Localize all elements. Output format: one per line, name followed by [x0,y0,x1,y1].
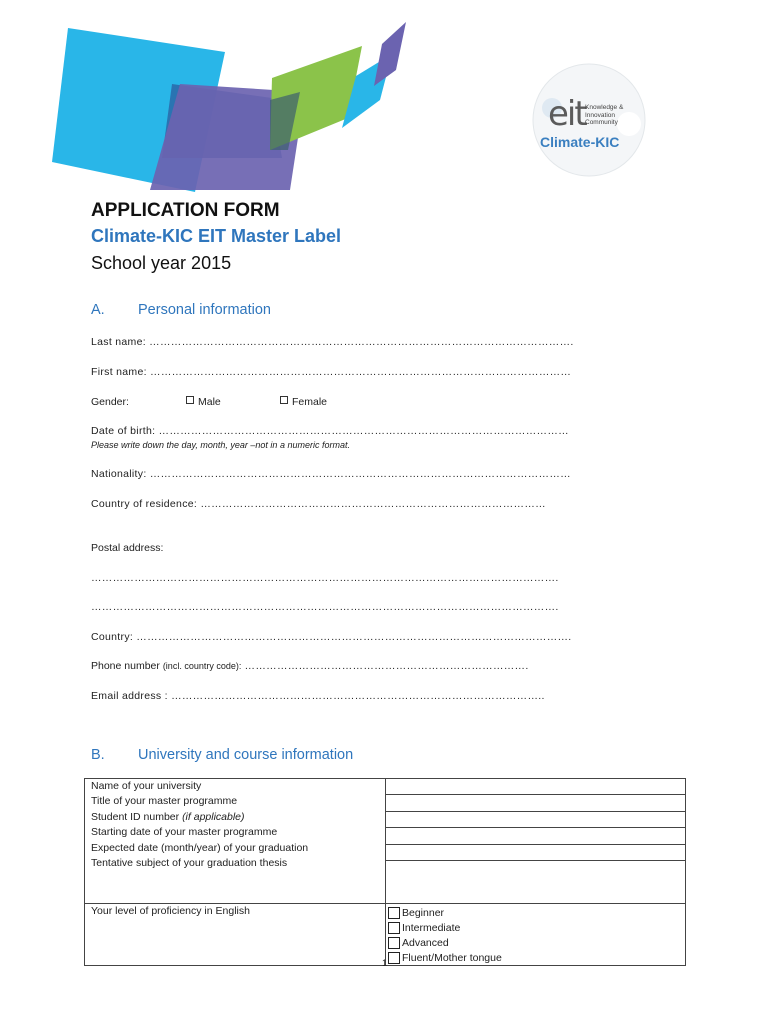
answer-master-title[interactable] [386,795,685,811]
section-title: Personal information [138,302,271,318]
date-of-birth-field[interactable]: Date of birth: …………………………………………………………………………………………………… [91,425,569,437]
email-address-field[interactable]: Email address : ………………………………………………………………………………………….. [91,690,545,702]
proficiency-option-beginner[interactable] [386,905,685,920]
postal-address-line-1[interactable]: …………………………………………………………………………………………………………………. [91,572,559,584]
gender-label: Gender: [91,396,129,408]
answer-thesis-subject[interactable] [386,861,685,876]
answer-university[interactable] [386,779,685,795]
proficiency-option-fluent[interactable] [386,950,685,965]
answer-graduation-date[interactable] [386,845,685,861]
phone-number-field[interactable] [91,660,529,672]
table-row-label: Title of your master programme [91,795,238,808]
option-label: Intermediate [402,921,461,934]
table-answers-cell [386,779,686,904]
checkbox-icon[interactable] [388,952,400,964]
option-label: Female [292,396,328,408]
table-row-label: Your level of proficiency in English [85,904,386,966]
purple-small-shape [374,22,406,86]
logo-tagline-line: Knowledge & [585,104,624,111]
section-title: University and course information [138,747,354,763]
table-row-label: Expected date (month/year) of your graduation [91,841,309,854]
proficiency-option-intermediate[interactable] [386,920,685,935]
option-label: Beginner [402,906,445,919]
school-year: School year 2015 [91,253,232,273]
last-name-field[interactable]: Last name: ………………………………………………………………………………………………………. [91,336,574,348]
table-labels-cell [85,779,386,904]
checkbox-icon[interactable] [388,922,400,934]
option-label: Fluent/Mother tongue [402,951,502,964]
logo-tagline-line: Innovation [585,111,615,119]
answer-student-id[interactable] [386,812,685,828]
phone-dots: ……………………………………………………………………. [241,660,529,672]
table-row-label: Starting date of your master programme [91,826,278,839]
country-of-residence-field[interactable]: Country of residence: …………………………………………………………………………………… [91,498,546,510]
proficiency-option-advanced[interactable] [386,935,685,950]
option-label: Male [198,396,221,408]
header-decorative-shapes [0,0,440,200]
postal-address-line-2[interactable]: …………………………………………………………………………………………………………………. [91,601,559,613]
nationality-field[interactable]: Nationality: ……………………………………………………………………………………………………… [91,468,571,480]
date-of-birth-note: Please write down the day, month, year –not in a numeric format. [91,440,350,450]
checkbox-icon[interactable] [186,396,194,404]
section-letter: A. [91,302,105,318]
phone-note: (incl. country code): [162,661,242,671]
row-label-text: Student ID number [91,810,180,823]
section-letter: B. [91,747,105,763]
checkbox-icon[interactable] [280,396,288,404]
logo-name: Climate-KIC [540,134,620,150]
proficiency-options [386,904,686,966]
postal-address-label: Postal address: [91,542,164,554]
logo-tagline-line: Community [585,119,618,126]
gender-option-male[interactable] [186,396,221,408]
checkbox-icon[interactable] [388,907,400,919]
table-row-label: Name of your university [91,780,202,792]
university-course-table [84,778,686,966]
gender-option-female[interactable] [280,396,327,408]
form-title: APPLICATION FORM [91,200,280,221]
page-number: 1 [382,958,388,968]
row-label-note: (if applicable) [182,810,245,823]
logo-eit-text: eit [548,94,586,134]
first-name-field[interactable]: First name: ……………………………………………………………………………………………………… [91,366,572,378]
phone-label: Phone number [91,660,160,672]
checkbox-icon[interactable] [388,937,400,949]
country-field[interactable]: Country: …………………………………………………………………………………………………………. [91,631,572,643]
logo-tagline [585,104,623,127]
answer-start-date[interactable] [386,828,685,844]
form-subtitle: Climate-KIC EIT Master Label [91,226,342,246]
table-row-label: Tentative subject of your graduation thesis [91,857,288,870]
option-label: Advanced [402,936,449,949]
table-row-label [91,810,385,825]
